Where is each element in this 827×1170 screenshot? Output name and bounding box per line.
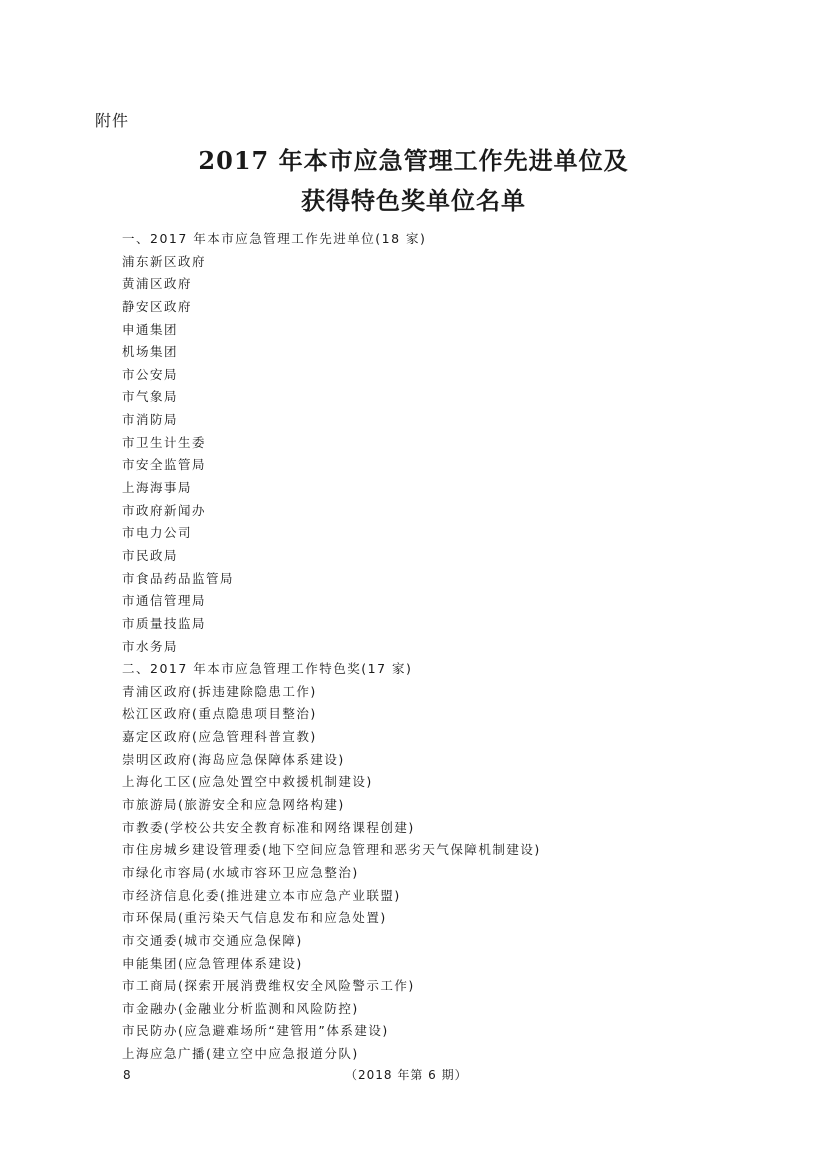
list-item: 申能集团(应急管理体系建设)	[122, 955, 303, 971]
list-item: 市通信管理局	[122, 593, 207, 609]
list-item: 市金融办(金融业分析监测和风险防控)	[122, 1000, 359, 1016]
list-item: 市教委(学校公共安全教育标准和网络课程创建)	[122, 819, 415, 835]
list-item: 市环保局(重污染天气信息发布和应急处置)	[122, 910, 387, 926]
list-item: 市政府新闻办	[122, 502, 207, 518]
issue-label: （2018 年第 6 期）	[345, 1068, 468, 1082]
document-title-line-1: 2017 年本市应急管理工作先进单位及	[198, 146, 629, 175]
list-item: 市旅游局(旅游安全和应急网络构建)	[122, 797, 345, 813]
list-item: 松江区政府(重点隐患项目整治)	[122, 706, 317, 722]
list-item: 市公安局	[122, 366, 179, 382]
document-title-line-2: 获得特色奖单位名单	[301, 186, 526, 215]
list-item: 上海海事局	[122, 480, 193, 496]
attachment-label: 附件	[95, 111, 130, 130]
list-item: 市交通委(城市交通应急保障)	[122, 932, 303, 948]
list-item: 上海应急广播(建立空中应急报道分队)	[122, 1046, 359, 1062]
list-item: 市电力公司	[122, 525, 193, 541]
list-item: 申通集团	[122, 321, 179, 337]
award-list	[122, 228, 541, 1066]
list-item: 嘉定区政府(应急管理科普宣教)	[122, 729, 317, 745]
list-item: 静安区政府	[122, 298, 193, 314]
list-item: 市经济信息化委(推进建立本市应急产业联盟)	[122, 887, 401, 903]
list-item: 市消防局	[122, 412, 179, 428]
list-item: 青浦区政府(拆违建除隐患工作)	[122, 683, 317, 699]
list-item: 市绿化市容局(水域市容环卫应急整治)	[122, 864, 359, 880]
list-item: 市民防办(应急避难场所“建管用”体系建设)	[122, 1023, 389, 1039]
list-item: 市气象局	[122, 389, 179, 405]
list-item: 市食品药品监管局	[122, 570, 235, 586]
list-item: 市安全监管局	[122, 457, 207, 473]
list-item: 机场集团	[122, 344, 179, 360]
list-item: 浦东新区政府	[122, 253, 207, 269]
list-item: 崇明区政府(海岛应急保障体系建设)	[122, 751, 345, 767]
list-item: 市卫生计生委	[122, 434, 207, 450]
list-item: 市质量技监局	[122, 615, 207, 631]
list-item: 市工商局(探索开展消费维权安全风险警示工作)	[122, 978, 415, 994]
list-item: 市民政局	[122, 547, 179, 563]
list-item: 市住房城乡建设管理委(地下空间应急管理和恶劣天气保障机制建设)	[122, 842, 541, 858]
list-item: 市水务局	[122, 638, 179, 654]
list-item: 黄浦区政府	[122, 276, 193, 292]
section-2-heading: 二、2017 年本市应急管理工作特色奖(17 家)	[122, 661, 413, 677]
page-number: 8	[123, 1068, 132, 1082]
section-1-heading: 一、2017 年本市应急管理工作先进单位(18 家)	[122, 231, 427, 246]
list-item: 上海化工区(应急处置空中救援机制建设)	[122, 774, 373, 790]
